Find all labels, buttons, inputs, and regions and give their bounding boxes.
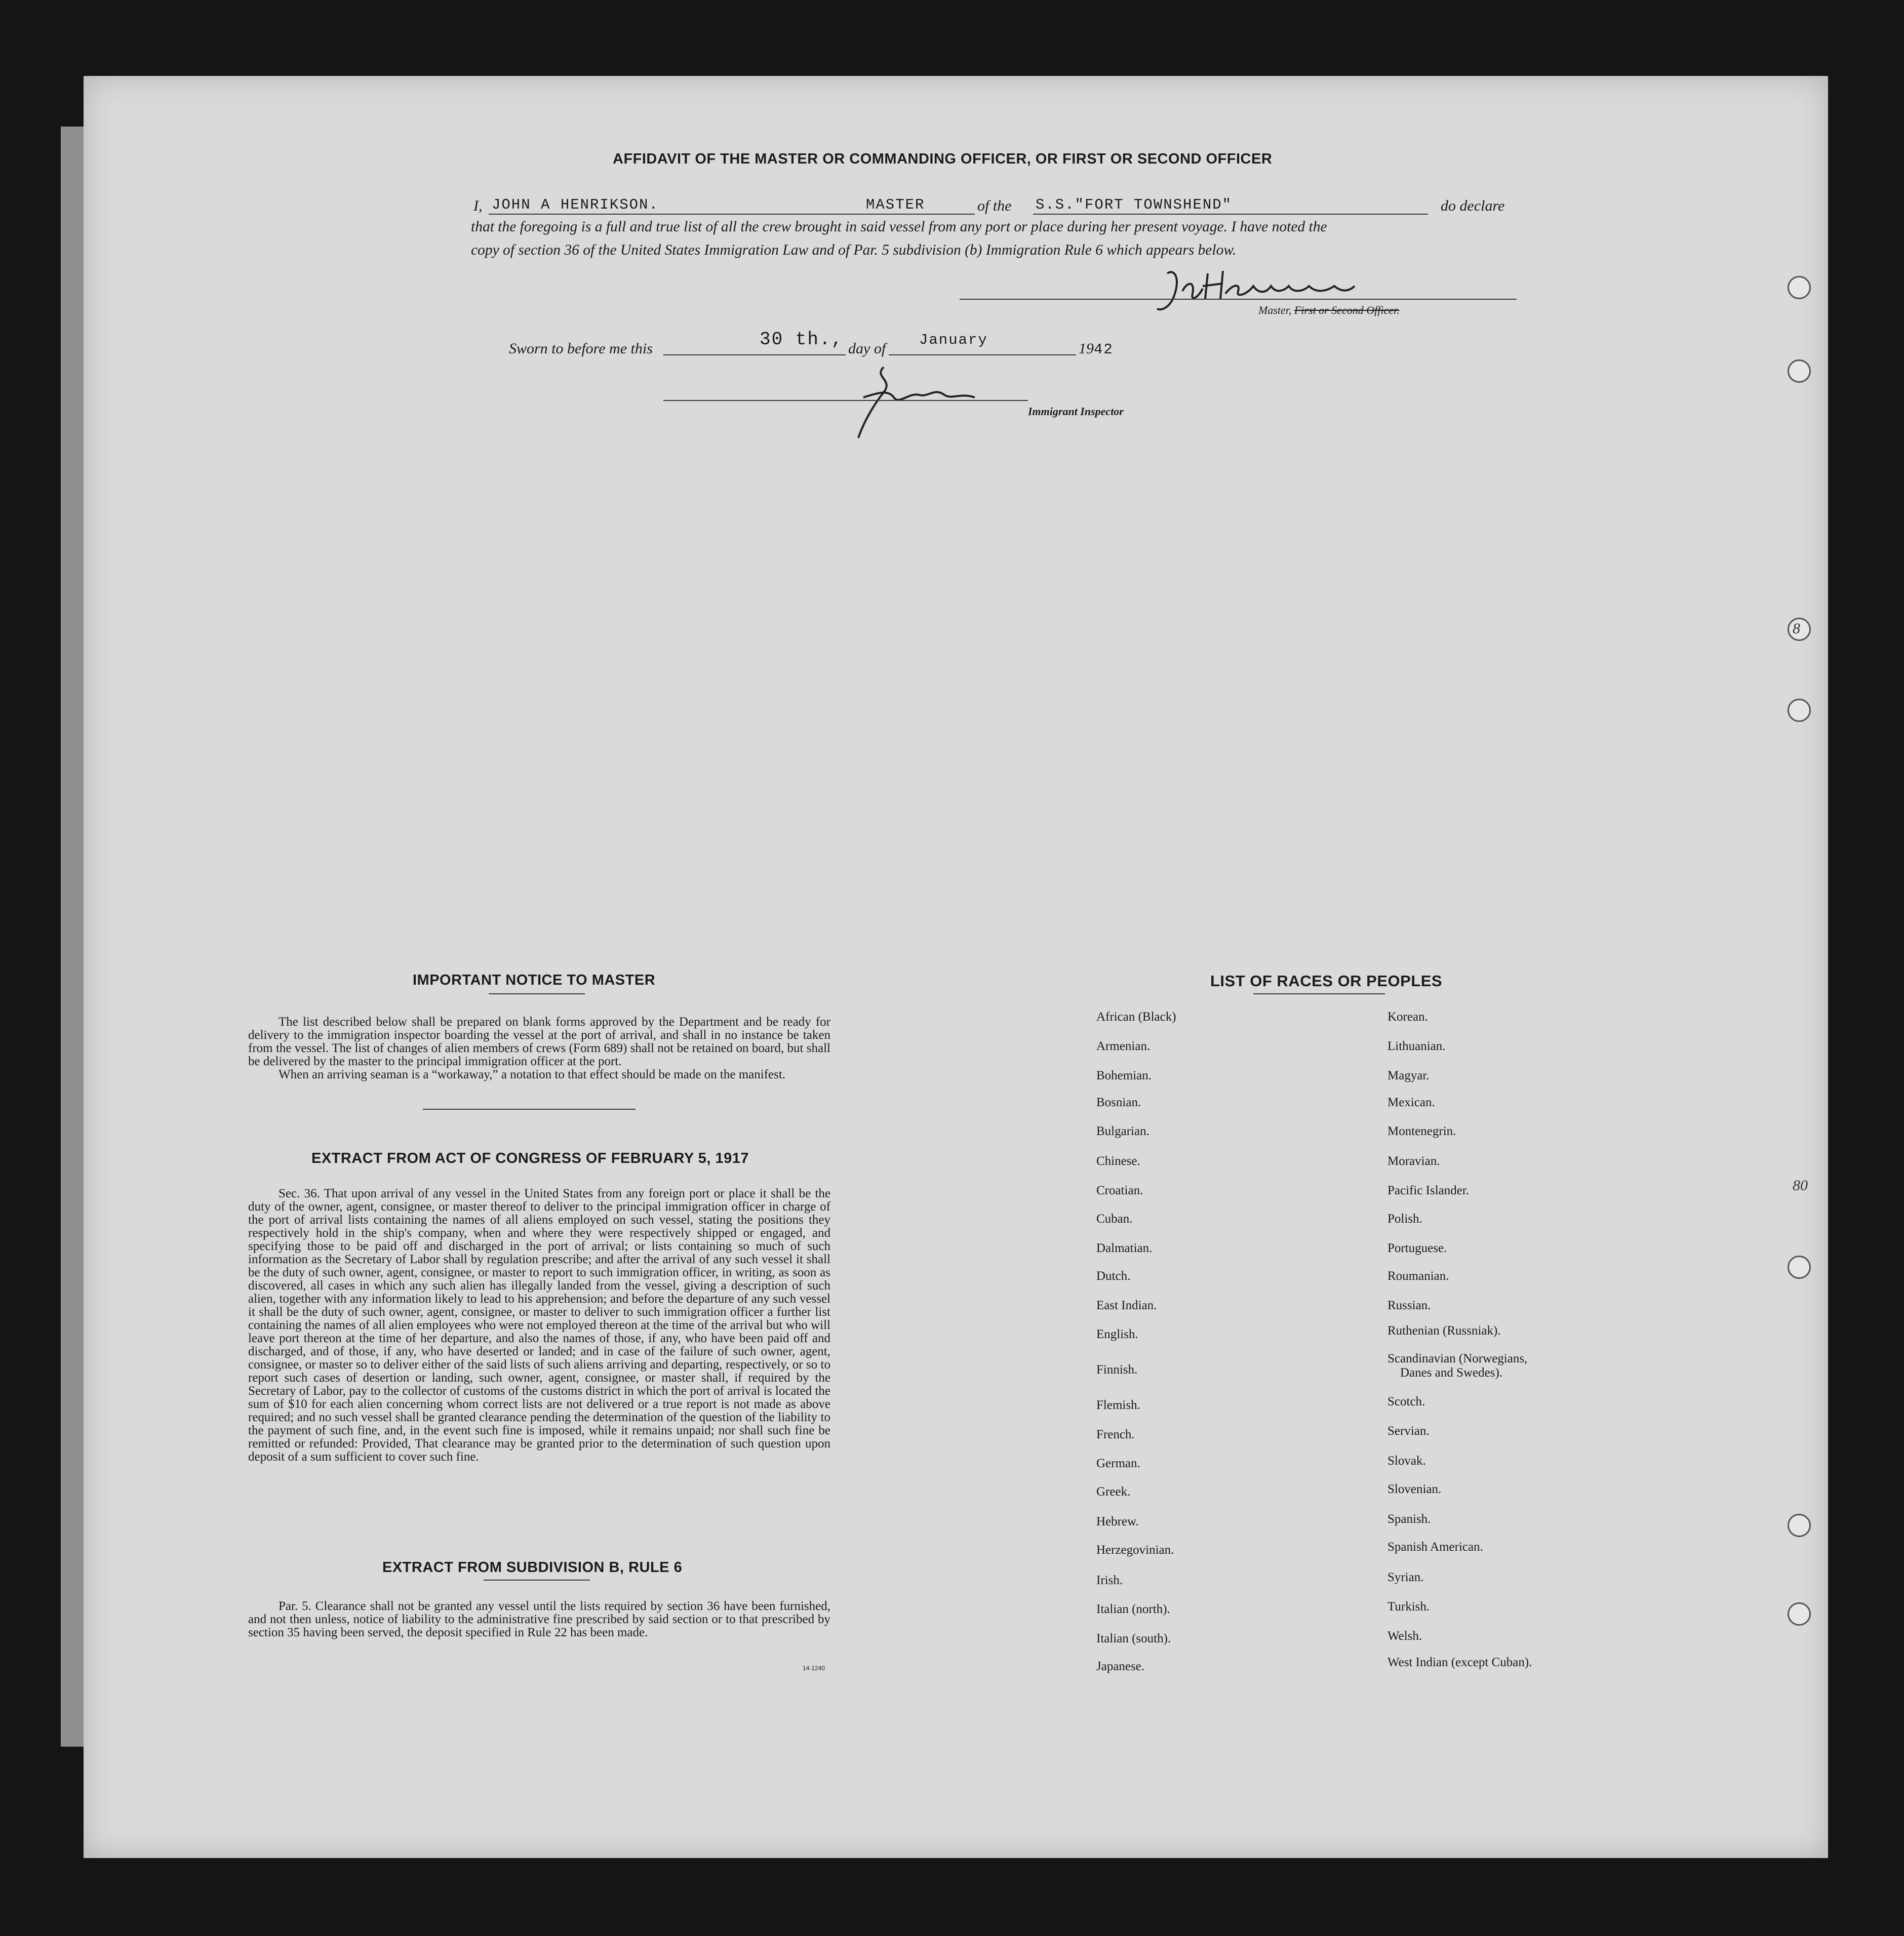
race-item: Turkish. [1387, 1600, 1430, 1614]
race-item: Polish. [1387, 1212, 1422, 1226]
race-item: Pacific Islander. [1387, 1184, 1470, 1197]
race-item: Welsh. [1387, 1629, 1422, 1643]
race-item: Bulgarian. [1096, 1124, 1149, 1138]
sworn-month: January [919, 332, 988, 348]
master-name: JOHN A HENRIKSON. [492, 196, 659, 213]
race-item: Roumanian. [1387, 1269, 1449, 1283]
race-item: Russian. [1387, 1299, 1431, 1312]
race-item: Mexican. [1387, 1096, 1435, 1109]
binding-hole [1788, 276, 1811, 299]
race-item: Moravian. [1387, 1154, 1440, 1168]
officer-title-struck: First or Second Officer. [1294, 304, 1400, 316]
affidavit-line-3: copy of section 36 of the United States Immigration Law and of Par. 5 subdivision (b) Immigration Rule 6 which appears below. [471, 242, 1237, 258]
race-item: Magyar. [1387, 1069, 1430, 1082]
race-item: Bosnian. [1096, 1096, 1141, 1109]
of-the-label: of the [977, 197, 1012, 214]
race-item: Dutch. [1096, 1269, 1131, 1283]
notice-paragraph-1: The list described below shall be prepared on blank forms approved by the Department and be ready for delivery to the immigration inspector boarding the vessel at the port of arrival, and shall in no instance be taken from the vessel. The list of changes of alien members of crews (Form 689) shall not be retained on board, but shall be delivered by the master to the principal immigration officer at the port. [248, 1015, 830, 1068]
race-item: Portuguese. [1387, 1241, 1447, 1255]
binding-hole [1788, 1514, 1811, 1537]
sworn-year-suffix: 42 [1094, 341, 1114, 358]
manifest-page [84, 76, 1828, 1858]
race-item: Irish. [1096, 1574, 1123, 1587]
sworn-month-line [889, 354, 1076, 355]
affidavit-title: AFFIDAVIT OF THE MASTER OR COMMANDING OFFICER, OR FIRST OR SECOND OFFICER [613, 151, 1273, 167]
do-declare-label: do declare [1441, 197, 1505, 214]
race-item: Slovak. [1387, 1454, 1426, 1468]
race-item: Lithuanian. [1387, 1039, 1446, 1053]
race-item: Danes and Swedes). [1400, 1366, 1503, 1380]
race-item: Finnish. [1096, 1363, 1138, 1377]
act-section-36-text: Sec. 36. That upon arrival of any vessel in the United States from any foreign port or place it shall be the duty of the owner, agent, consignee, or master thereof to deliver to the principal immigration officer in charge of the port of arrival lists containing the names of all aliens employed on such vessel, stating the positions they respectively hold in the ship's company, when and where they were respectively shipped or engaged, and specifying those to be paid off and discharged in the port of arrival; or lists containing so much of such information as the Secretary of Labor shall by regulation prescribe; and after the arrival of any such vessel it shall be the duty of such owner, agent, consignee, or master to report to such immigration officer, in writing, as soon as discovered, all cases in which any such alien has illegally landed from the vessel, giving a description of such alien, together with any information likely to lead to his apprehension; and before the departure of any such vessel it shall be the duty of such owner, agent, consignee, or master to deliver to such immigration officer a further list containing the names of all alien employees who were not employed thereon at the time of the arrival but who will leave port thereon at the time of her departure, and also the names of those, if any, who have been paid off and discharged, and of those, if any, who have deserted or landed; and in case of the failure of such owner, agent, consignee, or master so to deliver either of the said lists of such aliens arriving and departing, respectively, or so to report such cases of desertion or landing, such owner, agent, consignee, or master shall, if required by the Secretary of Labor, pay to the collector of customs of the customs district in which the port of arrival is located the sum of $10 for each alien concerning whom correct lists are not delivered or a true report is not made as above required; and no such vessel shall be granted clearance pending the determination of the question of the liability to the payment of such fine, and, in the event such fine is imposed, while it remains unpaid; nor shall such fine be remitted or refunded: Provided, That clearance may be granted prior to the determination of such question upon deposit of a sum sufficient to cover such fine. [248, 1187, 830, 1464]
race-item: Flemish. [1096, 1398, 1140, 1412]
inspector-signature-line [663, 400, 1028, 401]
race-item: Scotch. [1387, 1395, 1425, 1408]
race-item: Chinese. [1096, 1154, 1140, 1168]
race-item: Slovenian. [1387, 1482, 1442, 1496]
binding-hole [1788, 359, 1811, 383]
races-title-rule [1253, 993, 1385, 994]
binding-hole [1788, 699, 1811, 722]
race-item: Ruthenian (Russniak). [1387, 1324, 1501, 1338]
rule-paragraph-5: Par. 5. Clearance shall not be granted any vessel until the lists required by section 36 have been furnished, and not then unless, notice of liability to the administrative fine prescribed by said section or to that prescribed by section 35 having been served, the deposit specified in Rule 22 has been made. [248, 1599, 830, 1639]
race-item: West Indian (except Cuban). [1387, 1656, 1532, 1669]
affidavit-line-2: that the foregoing is a full and true list of all the crew brought in said vessel from any port or place during her present voyage. I have noted the [471, 219, 1327, 235]
race-item: Scandinavian (Norwegians, [1387, 1352, 1528, 1365]
notice-title: IMPORTANT NOTICE TO MASTER [413, 972, 656, 988]
sworn-prefix: Sworn to before me this [509, 340, 653, 357]
race-item: African (Black) [1096, 1010, 1176, 1024]
sworn-day: 30 th., [760, 329, 844, 350]
race-item: Dalmatian. [1096, 1241, 1153, 1255]
rule-title: EXTRACT FROM SUBDIVISION B, RULE 6 [382, 1559, 683, 1576]
race-item: Bohemian. [1096, 1069, 1152, 1082]
binding-hole [1788, 1602, 1811, 1626]
binding-hole [1788, 1256, 1811, 1279]
form-number: 14-1240 [803, 1665, 825, 1672]
notice-title-rule [489, 993, 585, 994]
affidavit-prefix: I, [473, 197, 483, 214]
rule-title-rule [484, 1580, 590, 1581]
race-item: French. [1096, 1428, 1135, 1441]
sworn-year [1079, 340, 1114, 358]
master-title-label: Master, [1258, 304, 1292, 316]
master-signature-line [960, 299, 1517, 300]
name-line [489, 214, 975, 215]
race-item: German. [1096, 1457, 1140, 1470]
race-item: Korean. [1387, 1010, 1428, 1024]
margin-mark: 8 [1793, 620, 1800, 637]
inspector-label: Immigrant Inspector [1028, 405, 1124, 418]
race-item: Herzegovinian. [1096, 1543, 1174, 1557]
race-item: Croatian. [1096, 1184, 1143, 1197]
act-title: EXTRACT FROM ACT OF CONGRESS OF FEBRUARY 5, 1917 [311, 1150, 749, 1166]
race-item: East Indian. [1096, 1299, 1157, 1312]
race-item: Hebrew. [1096, 1515, 1139, 1528]
master-title [1258, 304, 1400, 317]
race-item: Greek. [1096, 1485, 1131, 1499]
race-item: English. [1096, 1327, 1138, 1341]
race-item: Italian (south). [1096, 1632, 1171, 1645]
master-rank: MASTER [866, 196, 925, 213]
vessel-name: S.S."FORT TOWNSHEND" [1036, 196, 1233, 213]
page-stack-edge [61, 127, 85, 1747]
sworn-year-prefix: 19 [1079, 340, 1094, 357]
race-item: Japanese. [1096, 1660, 1145, 1673]
race-item: Armenian. [1096, 1039, 1151, 1053]
margin-mark: 80 [1793, 1177, 1808, 1194]
sworn-day-line [663, 354, 846, 355]
race-item: Servian. [1387, 1424, 1430, 1438]
race-item: Syrian. [1387, 1570, 1424, 1584]
race-item: Spanish. [1387, 1512, 1431, 1526]
race-item: Spanish American. [1387, 1540, 1483, 1554]
race-item: Italian (north). [1096, 1602, 1170, 1616]
vessel-line [1033, 214, 1428, 215]
race-item: Montenegrin. [1387, 1124, 1456, 1138]
notice-divider [423, 1109, 636, 1110]
affidavit-line-1 [473, 197, 483, 215]
race-item: Cuban. [1096, 1212, 1133, 1226]
day-of-label: day of [848, 340, 886, 357]
notice-paragraph-2: When an arriving seaman is a “workaway,” a notation to that effect should be made on the manifest. [279, 1068, 786, 1081]
races-title: LIST OF RACES OR PEOPLES [1210, 972, 1443, 990]
